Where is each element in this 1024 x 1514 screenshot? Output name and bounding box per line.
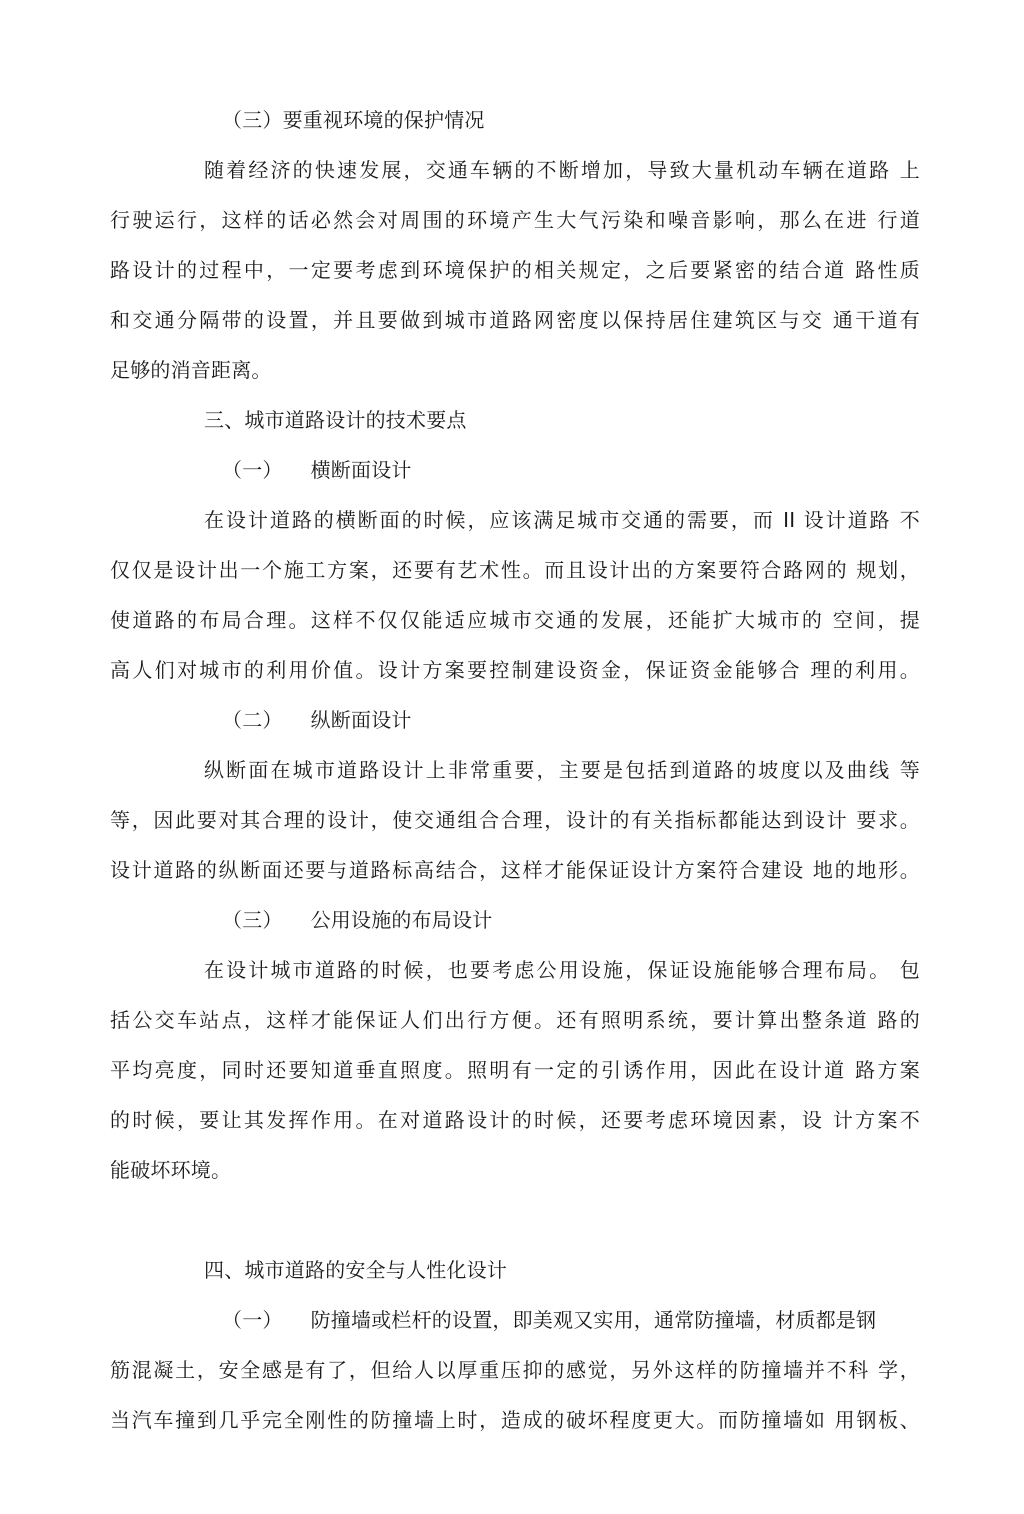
subsection-title: 横断面设计 bbox=[310, 458, 412, 482]
subsection-title: 公用设施的布局设计 bbox=[310, 908, 493, 932]
paragraph-line: 设计道路的纵断面还要与道路标高结合，这样才能保证设计方案符合建设 地的地形。 bbox=[110, 858, 920, 882]
subsection-number: （三） bbox=[222, 908, 283, 932]
subsection-number: （一） bbox=[222, 1308, 283, 1332]
paragraph-line: 随着经济的快速发展，交通车辆的不断增加，导致大量机动车辆在道路 上 bbox=[204, 158, 920, 182]
subsection-heading bbox=[222, 907, 920, 933]
chapter-heading: 四、城市道路的安全与人性化设计 bbox=[204, 1258, 507, 1282]
paragraph-line: 纵断面在城市道路设计上非常重要，主要是包括到道路的坡度以及曲线 等 bbox=[204, 758, 920, 782]
subsection-number: （二） bbox=[222, 708, 283, 732]
paragraph-line: 括公交车站点，这样才能保证人们出行方便。还有照明系统，要计算出整条道 路的 bbox=[110, 1008, 920, 1032]
paragraph-line: 的时候，要让其发挥作用。在对道路设计的时候，还要考虑环境因素，设 计方案不 bbox=[110, 1108, 920, 1132]
paragraph-line: 当汽车撞到几乎完全刚性的防撞墙上时，造成的破坏程度更大。而防撞墙如 用钢板、 bbox=[110, 1408, 920, 1432]
subsection-paragraph-line bbox=[222, 1307, 920, 1333]
subsection-title: 纵断面设计 bbox=[310, 708, 412, 732]
paragraph-line: 能破坏环境。 bbox=[110, 1158, 232, 1182]
paragraph-line: 筋混凝土，安全感是有了，但给人以厚重压抑的感觉，另外这样的防撞墙并不科 学， bbox=[110, 1358, 920, 1382]
paragraph-line: 使道路的布局合理。这样不仅仅能适应城市交通的发展，还能扩大城市的 空间，提 bbox=[110, 608, 920, 632]
paragraph-line: 路设计的过程中，一定要考虑到环境保护的相关规定，之后要紧密的结合道 路性质 bbox=[110, 258, 920, 282]
paragraph-line: 行驶运行，这样的话必然会对周围的环境产生大气污染和噪音影响，那么在进 行道 bbox=[110, 208, 920, 232]
paragraph-line: 等，因此要对其合理的设计，使交通组合合理，设计的有关指标都能达到设计 要求。 bbox=[110, 808, 920, 832]
subsection-number: （一） bbox=[222, 458, 283, 482]
subsection-heading bbox=[222, 707, 920, 733]
paragraph-line: 在设计城市道路的时候，也要考虑公用设施，保证设施能够合理布局。 包 bbox=[204, 958, 920, 982]
paragraph-line: 在设计道路的横断面的时候，应该满足城市交通的需要，而 II 设计道路 不 bbox=[204, 508, 920, 532]
paragraph-line: 足够的消音距离。 bbox=[110, 358, 272, 382]
paragraph-text: 防撞墙或栏杆的设置，即美观又实用，通常防撞墙，材质都是钢 bbox=[310, 1308, 877, 1332]
chapter-heading: 三、城市道路设计的技术要点 bbox=[204, 408, 467, 432]
paragraph-line: 平均亮度，同时还要知道垂直照度。照明有一定的引诱作用，因此在设计道 路方案 bbox=[110, 1058, 920, 1082]
paragraph-line: 高人们对城市的利用价值。设计方案要控制建设资金，保证资金能够合 理的利用。 bbox=[110, 658, 920, 682]
paragraph-line: 仅仅是设计出一个施工方案，还要有艺术性。而且设计出的方案要符合路网的 规划， bbox=[110, 558, 920, 582]
section-heading: （三）要重视环境的保护情况 bbox=[222, 108, 485, 132]
subsection-heading bbox=[222, 457, 920, 483]
paragraph-line: 和交通分隔带的设置，并且要做到城市道路网密度以保持居住建筑区与交 通干道有 bbox=[110, 308, 920, 332]
